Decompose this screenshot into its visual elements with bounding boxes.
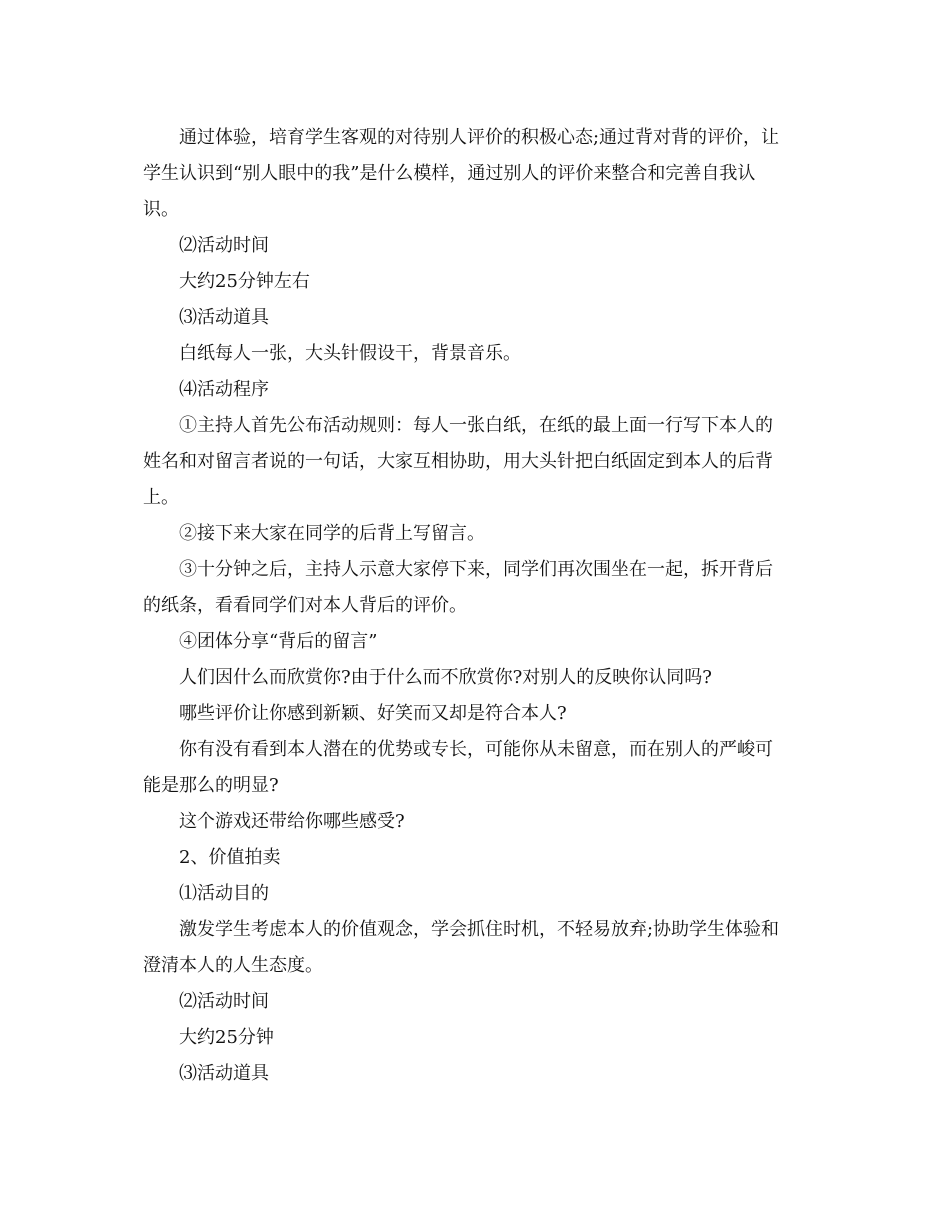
section-heading: ⑶活动道具 (179, 307, 269, 328)
text-line: 白纸每人一张，大头针假设干，背景音乐。 (179, 343, 521, 364)
text-line: ③十分钟之后，主持人示意大家停下来，同学们再次围坐在一起，拆开背后 (179, 559, 773, 580)
text-line: 大约25分钟 (179, 1027, 274, 1048)
text-line: 学生认识到“别人眼中的我”是什么模样，通过别人的评价来整合和完善自我认 (143, 163, 756, 184)
section-heading: 2、价值拍卖 (179, 847, 281, 868)
section-heading: ⑴活动目的 (179, 883, 269, 904)
section-heading: ⑵活动时间 (179, 235, 269, 256)
document-body (143, 120, 808, 1092)
text-line: 激发学生考虑本人的价值观念，学会抓住时机，不轻易放弃;协助学生体验和 (179, 919, 780, 940)
text-line: ②接下来大家在同学的后背上写留言。 (179, 523, 485, 544)
text-line: 上。 (143, 487, 179, 508)
text-line: 你有没有看到本人潜在的优势或专长，可能你从未留意，而在别人的严峻可 (179, 739, 773, 760)
text-line: 姓名和对留言者说的一句话，大家互相协助，用大头针把白纸固定到本人的后背 (143, 451, 773, 472)
section-heading: ⑷活动程序 (179, 379, 269, 400)
text-line: 识。 (143, 199, 179, 220)
text-line: 这个游戏还带给你哪些感受? (179, 811, 405, 832)
text-line: 大约25分钟左右 (179, 271, 310, 292)
text-line: 人们因什么而欣赏你?由于什么而不欣赏你?对别人的反映你认同吗? (179, 667, 712, 688)
text-line: ④团体分享“背后的留言” (179, 631, 378, 652)
text-line: 的纸条，看看同学们对本人背后的评价。 (143, 595, 467, 616)
text-line: 哪些评价让你感到新颖、好笑而又却是符合本人? (179, 703, 567, 724)
section-heading: ⑶活动道具 (179, 1063, 269, 1084)
text-line: 澄清本人的人生态度。 (143, 955, 323, 976)
section-heading: ⑵活动时间 (179, 991, 269, 1012)
text-line: ①主持人首先公布活动规则：每人一张白纸，在纸的最上面一行写下本人的 (179, 415, 773, 436)
text-line: 通过体验，培育学生客观的对待别人评价的积极心态;通过背对背的评价，让 (179, 127, 780, 148)
text-line: 能是那么的明显? (143, 775, 279, 796)
